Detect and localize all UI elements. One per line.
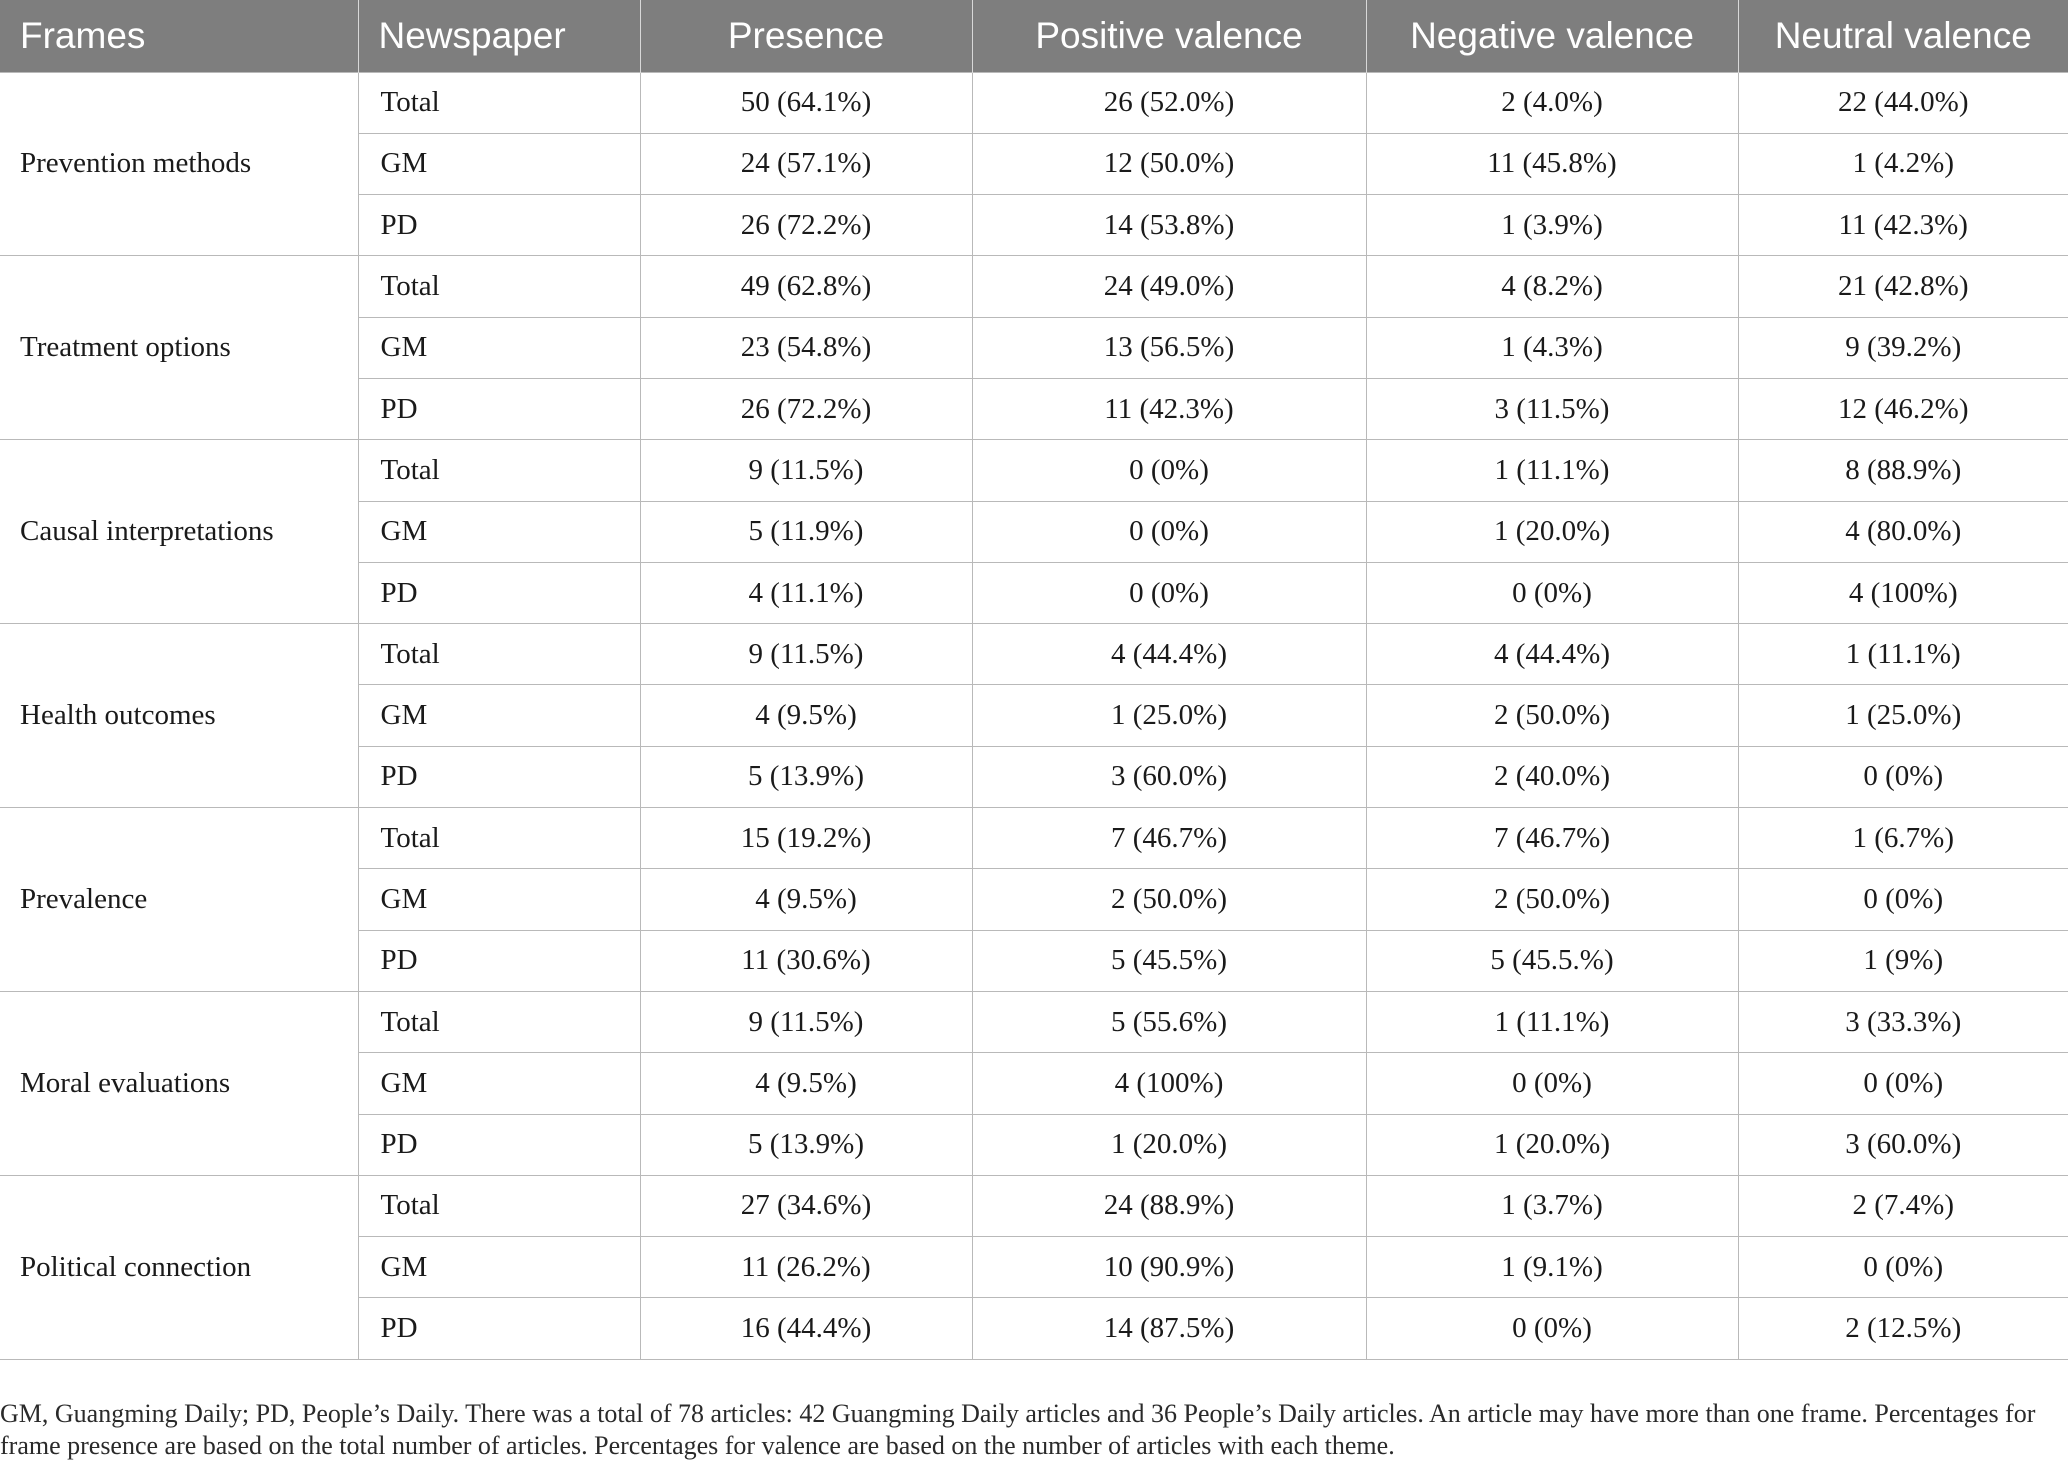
neutral-valence-cell: 2 (12.5%) — [1738, 1298, 2068, 1359]
frame-cell: Prevalence — [0, 808, 358, 992]
neutral-valence-cell: 22 (44.0%) — [1738, 72, 2068, 133]
newspaper-cell: Total — [358, 72, 640, 133]
neutral-valence-cell: 0 (0%) — [1738, 869, 2068, 930]
positive-valence-cell: 4 (44.4%) — [972, 624, 1366, 685]
positive-valence-cell: 2 (50.0%) — [972, 869, 1366, 930]
presence-cell: 5 (11.9%) — [640, 501, 972, 562]
newspaper-cell: Total — [358, 991, 640, 1052]
neutral-valence-cell: 1 (11.1%) — [1738, 624, 2068, 685]
neutral-valence-cell: 8 (88.9%) — [1738, 440, 2068, 501]
presence-cell: 5 (13.9%) — [640, 1114, 972, 1175]
presence-cell: 9 (11.5%) — [640, 624, 972, 685]
frame-cell: Causal interpretations — [0, 440, 358, 624]
negative-valence-cell: 0 (0%) — [1366, 562, 1738, 623]
header-neutral-valence: Neutral valence — [1738, 0, 2068, 72]
newspaper-cell: GM — [358, 1053, 640, 1114]
table-body — [0, 72, 2068, 1359]
neutral-valence-cell: 9 (39.2%) — [1738, 317, 2068, 378]
negative-valence-cell: 1 (9.1%) — [1366, 1237, 1738, 1298]
newspaper-cell: PD — [358, 1114, 640, 1175]
negative-valence-cell: 2 (50.0%) — [1366, 869, 1738, 930]
negative-valence-cell: 1 (3.9%) — [1366, 195, 1738, 256]
presence-cell: 16 (44.4%) — [640, 1298, 972, 1359]
negative-valence-cell: 1 (20.0%) — [1366, 501, 1738, 562]
table-row — [0, 1175, 2068, 1236]
positive-valence-cell: 0 (0%) — [972, 440, 1366, 501]
positive-valence-cell: 14 (53.8%) — [972, 195, 1366, 256]
neutral-valence-cell: 3 (60.0%) — [1738, 1114, 2068, 1175]
presence-cell: 11 (26.2%) — [640, 1237, 972, 1298]
positive-valence-cell: 14 (87.5%) — [972, 1298, 1366, 1359]
table-row — [0, 256, 2068, 317]
newspaper-cell: Total — [358, 1175, 640, 1236]
frame-cell: Political connection — [0, 1175, 358, 1359]
frame-cell: Treatment options — [0, 256, 358, 440]
negative-valence-cell: 11 (45.8%) — [1366, 133, 1738, 194]
presence-cell: 15 (19.2%) — [640, 808, 972, 869]
table-row — [0, 440, 2068, 501]
negative-valence-cell: 0 (0%) — [1366, 1053, 1738, 1114]
neutral-valence-cell: 3 (33.3%) — [1738, 991, 2068, 1052]
negative-valence-cell: 3 (11.5%) — [1366, 378, 1738, 439]
frame-cell: Health outcomes — [0, 624, 358, 808]
header-row — [0, 0, 2068, 72]
newspaper-cell: PD — [358, 562, 640, 623]
table-footnote: GM, Guangming Daily; PD, People’s Daily. There was a total of 78 articles: 42 Guangming Daily articles and 36 People’s Daily articles. An article may have more than one frame. Percentages for frame presence are based on the total number of articles. Percentages for valence are based on the number of articles with each theme. — [0, 1399, 2036, 1460]
negative-valence-cell: 5 (45.5.%) — [1366, 930, 1738, 991]
presence-cell: 49 (62.8%) — [640, 256, 972, 317]
newspaper-cell: GM — [358, 133, 640, 194]
positive-valence-cell: 24 (49.0%) — [972, 256, 1366, 317]
presence-cell: 24 (57.1%) — [640, 133, 972, 194]
positive-valence-cell: 26 (52.0%) — [972, 72, 1366, 133]
positive-valence-cell: 13 (56.5%) — [972, 317, 1366, 378]
newspaper-cell: GM — [358, 685, 640, 746]
presence-cell: 5 (13.9%) — [640, 746, 972, 807]
table-header — [0, 0, 2068, 72]
newspaper-cell: PD — [358, 195, 640, 256]
header-frames: Frames — [0, 0, 358, 72]
presence-cell: 4 (9.5%) — [640, 869, 972, 930]
newspaper-cell: GM — [358, 501, 640, 562]
neutral-valence-cell: 0 (0%) — [1738, 1237, 2068, 1298]
neutral-valence-cell: 12 (46.2%) — [1738, 378, 2068, 439]
neutral-valence-cell: 1 (6.7%) — [1738, 808, 2068, 869]
neutral-valence-cell: 21 (42.8%) — [1738, 256, 2068, 317]
frame-cell: Prevention methods — [0, 72, 358, 256]
positive-valence-cell: 5 (55.6%) — [972, 991, 1366, 1052]
negative-valence-cell: 7 (46.7%) — [1366, 808, 1738, 869]
neutral-valence-cell: 1 (25.0%) — [1738, 685, 2068, 746]
header-negative-valence: Negative valence — [1366, 0, 1738, 72]
positive-valence-cell: 0 (0%) — [972, 562, 1366, 623]
newspaper-cell: PD — [358, 930, 640, 991]
newspaper-cell: GM — [358, 317, 640, 378]
table-row — [0, 72, 2068, 133]
table-row — [0, 624, 2068, 685]
newspaper-cell: GM — [358, 1237, 640, 1298]
presence-cell: 27 (34.6%) — [640, 1175, 972, 1236]
header-newspaper: Newspaper — [358, 0, 640, 72]
neutral-valence-cell: 1 (9%) — [1738, 930, 2068, 991]
positive-valence-cell: 24 (88.9%) — [972, 1175, 1366, 1236]
negative-valence-cell: 1 (3.7%) — [1366, 1175, 1738, 1236]
neutral-valence-cell: 0 (0%) — [1738, 1053, 2068, 1114]
negative-valence-cell: 1 (11.1%) — [1366, 991, 1738, 1052]
positive-valence-cell: 5 (45.5%) — [972, 930, 1366, 991]
presence-cell: 23 (54.8%) — [640, 317, 972, 378]
positive-valence-cell: 7 (46.7%) — [972, 808, 1366, 869]
presence-cell: 4 (11.1%) — [640, 562, 972, 623]
neutral-valence-cell: 4 (80.0%) — [1738, 501, 2068, 562]
frame-cell: Moral evaluations — [0, 991, 358, 1175]
newspaper-cell: PD — [358, 746, 640, 807]
presence-cell: 11 (30.6%) — [640, 930, 972, 991]
neutral-valence-cell: 0 (0%) — [1738, 746, 2068, 807]
newspaper-cell: PD — [358, 1298, 640, 1359]
negative-valence-cell: 2 (40.0%) — [1366, 746, 1738, 807]
positive-valence-cell: 4 (100%) — [972, 1053, 1366, 1114]
header-presence: Presence — [640, 0, 972, 72]
negative-valence-cell: 2 (50.0%) — [1366, 685, 1738, 746]
negative-valence-cell: 1 (4.3%) — [1366, 317, 1738, 378]
negative-valence-cell: 2 (4.0%) — [1366, 72, 1738, 133]
newspaper-cell: Total — [358, 256, 640, 317]
presence-cell: 26 (72.2%) — [640, 195, 972, 256]
positive-valence-cell: 12 (50.0%) — [972, 133, 1366, 194]
negative-valence-cell: 4 (8.2%) — [1366, 256, 1738, 317]
positive-valence-cell: 1 (25.0%) — [972, 685, 1366, 746]
positive-valence-cell: 10 (90.9%) — [972, 1237, 1366, 1298]
negative-valence-cell: 1 (20.0%) — [1366, 1114, 1738, 1175]
newspaper-cell: PD — [358, 378, 640, 439]
newspaper-cell: Total — [358, 808, 640, 869]
positive-valence-cell: 11 (42.3%) — [972, 378, 1366, 439]
neutral-valence-cell: 11 (42.3%) — [1738, 195, 2068, 256]
newspaper-cell: Total — [358, 624, 640, 685]
header-positive-valence: Positive valence — [972, 0, 1366, 72]
negative-valence-cell: 1 (11.1%) — [1366, 440, 1738, 501]
neutral-valence-cell: 2 (7.4%) — [1738, 1175, 2068, 1236]
table-row — [0, 991, 2068, 1052]
neutral-valence-cell: 4 (100%) — [1738, 562, 2068, 623]
presence-cell: 26 (72.2%) — [640, 378, 972, 439]
newspaper-cell: Total — [358, 440, 640, 501]
presence-cell: 4 (9.5%) — [640, 1053, 972, 1114]
positive-valence-cell: 0 (0%) — [972, 501, 1366, 562]
negative-valence-cell: 4 (44.4%) — [1366, 624, 1738, 685]
presence-cell: 4 (9.5%) — [640, 685, 972, 746]
newspaper-cell: GM — [358, 869, 640, 930]
presence-cell: 50 (64.1%) — [640, 72, 972, 133]
presence-cell: 9 (11.5%) — [640, 440, 972, 501]
positive-valence-cell: 3 (60.0%) — [972, 746, 1366, 807]
neutral-valence-cell: 1 (4.2%) — [1738, 133, 2068, 194]
positive-valence-cell: 1 (20.0%) — [972, 1114, 1366, 1175]
negative-valence-cell: 0 (0%) — [1366, 1298, 1738, 1359]
presence-cell: 9 (11.5%) — [640, 991, 972, 1052]
table-row — [0, 808, 2068, 869]
